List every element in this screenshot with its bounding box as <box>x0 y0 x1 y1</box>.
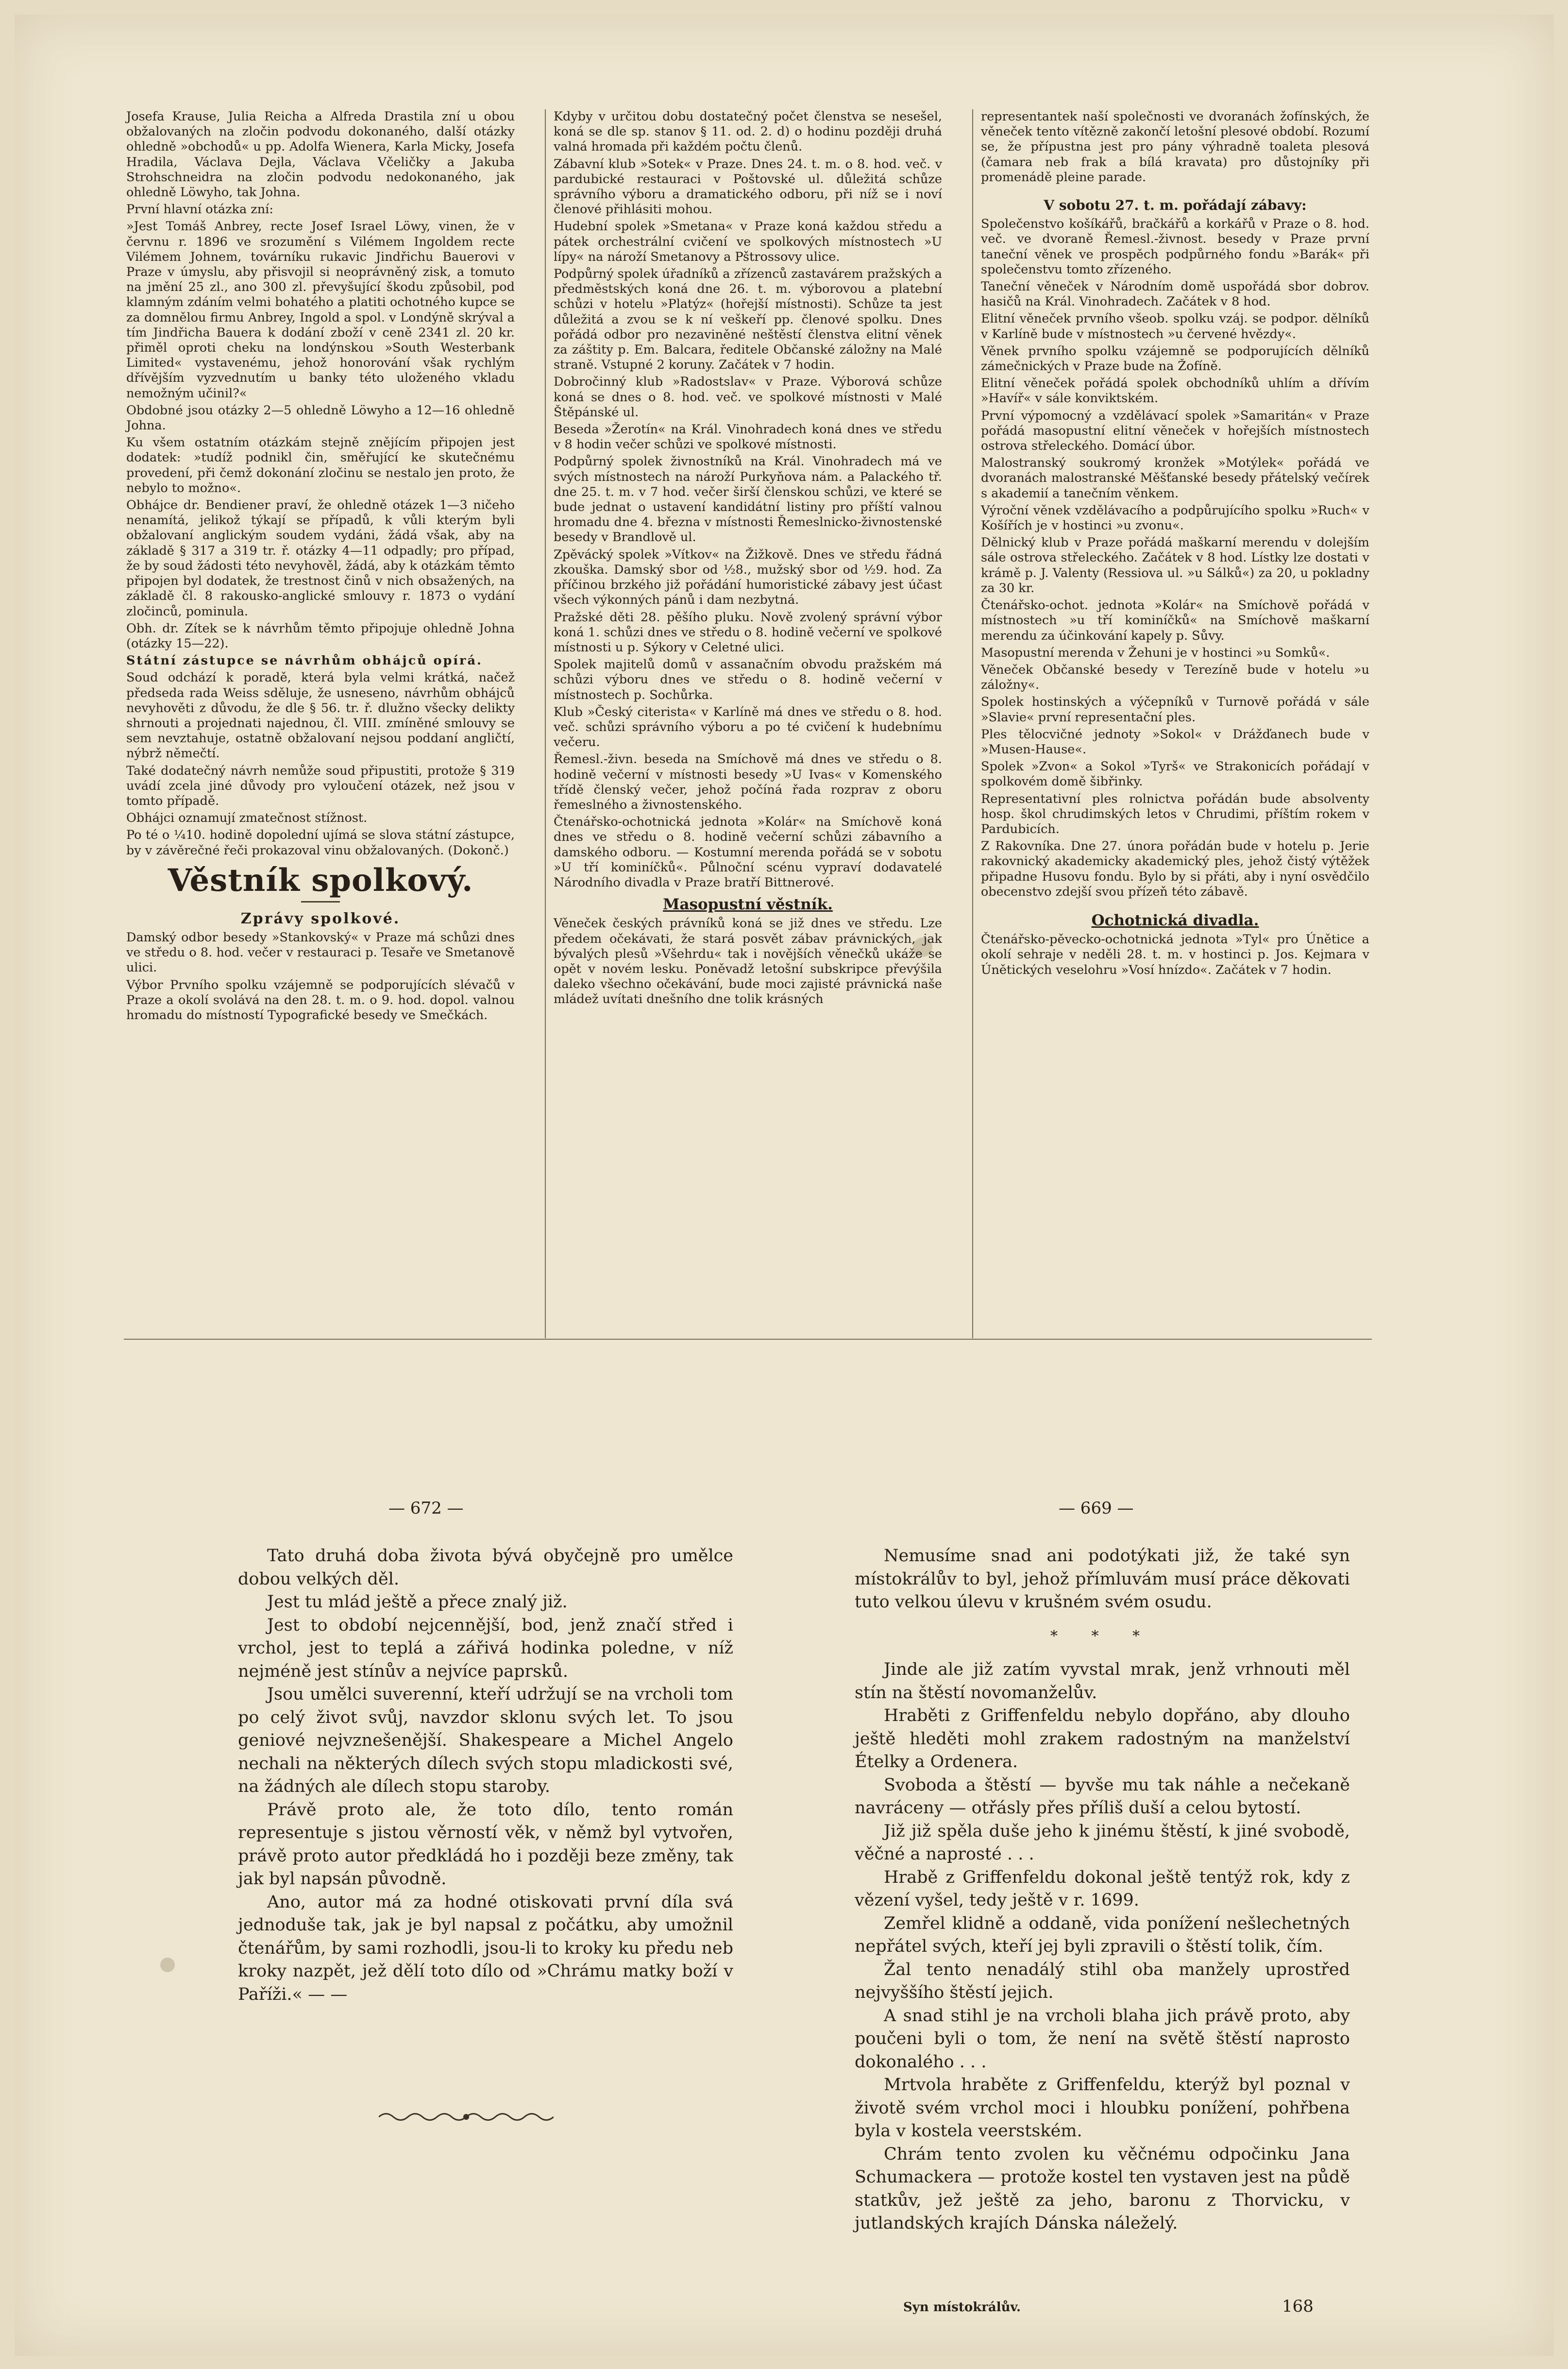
paragraph: Beseda »Žerotín« na Král. Vinohradech koná dnes ve středu v 8 hodin večer schůzi ve spolkové místnosti. <box>554 422 942 452</box>
paragraph: Masopustní merenda v Žehuni je v hostinci »u Somků«. <box>981 645 1330 660</box>
paragraph: Jest tu mlád ještě a přece znalý již. <box>267 1592 568 1612</box>
paragraph: Věnek prvního spolku vzájemně se podporujících dělníků zámečnických v Praze bude na Žofíně. <box>981 343 1369 374</box>
paragraph: Zpěvácký spolek »Vítkov« na Žižkově. Dnes ve středu řádná zkouška. Damský sbor od ½8., mužský sbor od ½9. hod. Za příčinou brzkého již pořádání humoristické zábavy jest účast všech výkonných pánů i dam nezbytná. <box>554 547 942 608</box>
paragraph: Spolek majitelů domů v assanačním obvodu pražském má schůzi výboru dnes ve středu o 8. hodině večerní v místnostech p. Sochůrka. <box>554 657 942 702</box>
section-title: Ochotnická divadla. <box>1091 911 1259 929</box>
paragraph: Soud odchází k poradě, která byla velmi krátká, načež předseda rada Weiss sděluje, že usneseno, návrhům obhájců nevyhověti z důvodu, že dle § 56. tr. ř. dlužno všecky delikty shrnouti a projednati najednou, čl. VIII. zmíněné smlouvy se sem nevztahuje, ostatně obžalovaní nejsou poddaní angličtí, nýbrž němečtí. <box>126 670 515 761</box>
section-title: Věstník spolkový. <box>168 862 473 899</box>
paragraph: Jest to období nejcennější, bod, jenž značí střed i vrchol, jest to teplá a zářivá hodinka poledne, v níž nejméně jest stínův a nejvíce paprsků. <box>238 1615 733 1681</box>
column-2 <box>554 109 942 1009</box>
paragraph: Hraběti z Griffenfeldu nebylo dopřáno, aby dlouho ještě hleděti mohl zrakem radostným na manželství Ételky a Ordenera. <box>855 1706 1350 1772</box>
paragraph: Státní zástupce se návrhům obhájců opírá. <box>126 653 483 668</box>
paragraph: Damský odbor besedy »Stankovský« v Praze má schůzi dnes ve středu o 8. hod. večer v restauraci p. Tesaře ve Smetanově ulici. <box>126 930 515 975</box>
paragraph: A snad stihl je na vrcholi blaha jich právě proto, aby poučeni byli o tom, že není na světě štěstí naprosto dokonalého . . . <box>855 2006 1350 2072</box>
saturday-heading: V sobotu 27. t. m. pořádají zábavy: <box>1044 197 1307 214</box>
column-rule <box>545 109 546 1338</box>
paragraph: Klub »Český citerista« v Karlíně má dnes ve středu o 8. hod. več. schůzi správního výboru a po té cvičení k hudebnímu večeru. <box>554 704 942 750</box>
title-dash <box>301 901 340 903</box>
paragraph: Zábavní klub »Sotek« v Praze. Dnes 24. t. m. o 8. hod. več. v pardubické restauraci v Poštovské ul. důležitá schůze správního výboru a dramatického odboru, při níž se i noví členové přihlásiti mohou. <box>554 156 942 217</box>
paragraph: Taneční věneček v Národním domě uspořádá sbor dobrov. hasičů na Král. Vinohradech. Začátek v 8 hod. <box>981 279 1369 309</box>
section-title: Masopustní věstník. <box>663 896 833 914</box>
novel-text-left <box>238 1545 733 2006</box>
paragraph: Řemesl.-živn. beseda na Smíchově má dnes ve středu o 8. hodině večerní v místnosti besedy »U Ivas« v Komenského třídě členský večer, jehož počíná řada rozprav z oboru řemeslného a živnostenského. <box>554 752 942 812</box>
column-rule <box>972 109 973 1338</box>
paragraph: Čtenářsko-pěvecko-ochotnická jednota »Tyl« pro Únětice a okolí sehraje v neděli 28. t. m. v hostinci p. Jos. Kejmara v Únětických veselohru »Vosí hnízdo«. Začátek v 7 hodin. <box>981 932 1369 977</box>
column-3 <box>981 109 1369 980</box>
paragraph: Kdyby v určitou dobu dostatečný počet členstva se nesešel, koná se dle sp. stanov § 11. od. 2. d) o hodinu později druhá valná hromada při každém počtu členů. <box>554 109 942 154</box>
paragraph: Podpůrný spolek živnostníků na Král. Vinohradech má ve svých místnostech na nároží Purkyňova nám. a Palackého tř. dne 25. t. m. v 7 hod. večer širší členskou schůzi, ve které se bude jednat o ustavení kandidátní listiny pro příští valnou hromadu dne 4. března v místnosti Řemeslnicko-živnostenské besedy v Brandlově ul. <box>554 454 942 545</box>
paragraph: Obhájci oznamují zmatečnost stížnost. <box>126 811 368 826</box>
paragraph: Také dodatečný návrh nemůže soud připustiti, protože § 319 uvádí zcela jiné důvody pro vyloučení otázek, než jsou v tomto případě. <box>126 763 515 808</box>
column-1 <box>126 109 515 1025</box>
paragraph: Jinde ale již zatím vyvstal mrak, jenž vrhnouti měl stín na štěstí novomanželův. <box>855 1660 1350 1703</box>
paragraph: Čtenářsko-ochot. jednota »Kolár« na Smíchově pořádá v místnostech »u tří kominíčků« na Smíchově maškarní merendu za účinkování kapely p. Sůvy. <box>981 598 1369 643</box>
paragraph: Výbor Prvního spolku vzájemně se podporujících slévačů v Praze a okolí svolává na den 28. t. m. o 9. hod. dopol. valnou hromadu do místností Typografické besedy ve Smečkách. <box>126 977 515 1023</box>
paragraph: Hrabě z Griffenfeldu dokonal ještě tentýž rok, kdy z vězení vyšel, tedy ještě v r. 1699. <box>855 1867 1350 1910</box>
paragraph: Tato druhá doba života bývá obyčejně pro umělce dobou velkých děl. <box>238 1546 733 1589</box>
paragraph: Chrám tento zvolen ku věčnému odpočinku Jana Schumackera — protože kostel ten vystaven jest na půdě statkův, jež ještě za jeho, baronu z Thorvicku, v jutlandských krajích Dánska náleželý. <box>855 2144 1350 2233</box>
paragraph: Po té o ¼10. hodině dopolední ujímá se slova státní zástupce, by v závěrečné řeči prokazoval vinu obžalovaných. (Dokonč.) <box>126 828 515 858</box>
paragraph: representantek naší společnosti ve dvoranách žofínských, že věneček tento vítězně zakončí letošní plesové období. Rozumí se, že přípustna jest pro pány výhradně toaleta plesová (čamara neb frak a bílá kravata) pro důstojníky při promenádě pleine parade. <box>981 109 1369 185</box>
page-number: — 669 — <box>1059 1499 1134 1518</box>
subsection-title: Zprávy spolkové. <box>240 910 401 927</box>
paragraph: Věneček Občanské besedy v Terezíně bude v hotelu »u záložny«. <box>981 662 1369 693</box>
paragraph: Dobročinný klub »Radostslav« v Praze. Výborová schůze koná se dnes o 8. hod. več. ve spolkové místnosti v Malé Štěpánské ul. <box>554 375 942 420</box>
paragraph: Podpůrný spolek úřadníků a zřízenců zastavárem pražských a předměstských koná dne 26. t. m. výborovou a platební schůzi v hotelu »Platýz« (hořejší místnosti). Schůze ta jest důležitá a zvou se k ní veškeří pp. členové spolku. Dnes pořádá odbor pro nezaviněné neštěstí členstva elitní věnek za záštity p. Em. Balcara, ředitele Občanské záložny na Malé straně. Vstupné 2 koruny. Začátek v 7 hodin. <box>554 267 942 373</box>
paragraph: Právě proto ale, že toto dílo, tento román representuje s jistou věrností věk, v němž byl vytvořen, právě proto autor předkládá ho i později beze změny, tak jak byl napsán původně. <box>238 1800 733 1889</box>
paragraph: Obhájce dr. Bendiener praví, že ohledně otázek 1—3 ničeho nenamítá, jelikož týkají se případů, k vůli kterým byli obžalovaní anglickým soudem vydáni, žádá však, aby na základě § 317 a 319 tr. ř. otázky 4—11 odpadly; pro případ, že by soud žádosti této nevyhověl, žádá, aby k otázkám těmto připojen byl dodatek, že trestnost činů v nich obsažených, na základě čl. 8 rakousko-anglické smlouvy r. 1873 o vydání zločinců, pominula. <box>126 498 515 619</box>
paragraph: Mrtvola hraběte z Griffenfeldu, kterýž byl poznal v životě svém vrchol moci i hloubku ponížení, pohřbena byla v kostela veerstském. <box>855 2075 1350 2141</box>
paragraph: Ano, autor má za hodné otiskovati první díla svá jednoduše tak, jak je byl napsal z počátku, aby umožnil čtenářům, by sami rozhodli, jsou-li to kroky ku předu neb kroky nazpět, jež dělí toto dílo od »Chrámu matky boží v Paříži.« — — <box>238 1892 733 2004</box>
footer-signature: Syn místokrálův. <box>903 2300 1021 2315</box>
paragraph: Obdobné jsou otázky 2—5 ohledně Löwyho a 12—16 ohledně Johna. <box>126 403 515 433</box>
section-ornament: * * * <box>1050 1627 1155 1645</box>
paragraph: Ples tělocvičné jednoty »Sokol« v Drážďanech bude v »Musen-Hause«. <box>981 727 1369 757</box>
paragraph: Jsou umělci suverenní, kteří udržují se na vrcholi tom po celý život svůj, navzdor sklonu svých let. To jsou geniové nejvznešenější. Shakespeare a Michel Angelo nechali na některých dílech svých stopu mladickosti své, na žádných ale dílech stopu staroby. <box>238 1685 733 1796</box>
paragraph: Svoboda a štěstí — byvše mu tak náhle a nečekaně navráceny — otřásly přes příliš duší a celou bytostí. <box>855 1775 1350 1818</box>
page-number: — 672 — <box>388 1499 464 1518</box>
paragraph: Malostranský soukromý kronžek »Motýlek« pořádá ve dvoranách malostranské Měšťanské besedy přátelský večírek s akademií a tanečním věnkem. <box>981 456 1369 501</box>
paragraph: Elitní věneček pořádá spolek obchodníků uhlím a dřívím »Havíř« v sále konviktském. <box>981 376 1369 406</box>
paragraph: Hudební spolek »Smetana« v Praze koná každou středu a pátek orchestrální cvičení ve spolkových místnostech »U lípy« na nároží Smetanovy a Pštrossovy ulice. <box>554 219 942 264</box>
paragraph: Josefa Krause, Julia Reicha a Alfreda Drastila zní u obou obžalovaných na zločin podvodu dokonaného, další otázky ohledně »obchodů« u pp. Adolfa Wienera, Karla Micky, Josefa Hradila, Václava Dejla, Václava Včeličky a Jakuba Strohschneidra na zločin podvodu nedokonaného, jak ohledně Löwyho, tak Johna. <box>126 109 515 200</box>
paragraph: Ku všem ostatním otázkám stejně znějícím připojen jest dodatek: »tudíž podnikl čin, směřující ke skutečnému provedení, při čemž dokonání zločinu se nestalo jen proto, že nebylo to možno«. <box>126 435 515 495</box>
paragraph: Již již spěla duše jeho k jinému štěstí, k jiné svobodě, věčné a naprosté . . . <box>855 1821 1350 1864</box>
paper-stain <box>160 1958 175 1972</box>
paragraph: Obh. dr. Zítek se k návrhům těmto připojuje ohledně Johna (otázky 15—22). <box>126 621 515 651</box>
sheet-number: 168 <box>1282 2297 1314 2316</box>
paragraph: Výroční věnek vzdělávacího a podpůrujícího spolku »Ruch« v Košířích je v hostinci »u zvonu«. <box>981 503 1369 533</box>
paragraph: Společenstvo košíkářů, bračkářů a korkářů v Praze o 8. hod. več. ve dvoraně Řemesl.-živnost. besedy v Praze první taneční věnek ve prospěch podpůrného fondu »Barák« při společenstvu tomto zřízeného. <box>981 217 1369 277</box>
novel-text-right <box>855 1545 1350 2235</box>
paragraph: Representativní ples rolnictva pořádán bude absolventy hosp. škol chrudimských letos v Chrudimi, příštím rokem v Pardubicích. <box>981 791 1369 836</box>
paragraph: První hlavní otázka zní: <box>126 202 273 217</box>
paragraph: Pražské děti 28. pěšího pluku. Nově zvolený správní výbor koná 1. schůzi dnes ve středu o 8. hodině večerní ve spolkové místnosti u p. Sýkory v Celetné ulici. <box>554 610 942 655</box>
paragraph: První výpomocný a vzdělávací spolek »Samaritán« v Praze pořádá masopustní elitní věneček v hořejších místnostech ostrova střeleckého. Domácí úbor. <box>981 408 1369 454</box>
ornament-divider <box>379 2111 554 2123</box>
paragraph: »Jest Tomáš Anbrey, recte Josef Israel Löwy, vinen, že v červnu r. 1896 ve srozumění s Vilémem Ingoldem recte Vilémem Johnem, továrníku rukavic Jindřichu Bauerovi v Praze v úmyslu, aby přisvojil si neoprávněný zisk, a tomuto na jmění 25 zl., ano 300 zl. převyšující škodu způsobil, pod klamným zdáním velmi bohatého a platiti ochotného kupce se za domnělou firmu Anbrey, Ingold a spol. v Londýně skrýval a tím Jindřicha Bauera k dodání zboží v ceně 2341 zl. 20 kr. přiměl oproti cheku na londýnskou »South Westerbank Limited« vystavenému, jehož honorování však rychlým dřívějším vyzvednutím u banky této uloženého vkladu nemožným učinil?« <box>126 219 515 401</box>
paragraph: Spolek hostinských a výčepníků v Turnově pořádá v sále »Slavie« první representační ples. <box>981 695 1369 725</box>
paragraph: Nemusíme snad ani podotýkati již, že také syn místokrálův to byl, jehož přímluvám musí práce děkovati tuto velkou úlevu v krušném svém osudu. <box>855 1546 1350 1612</box>
paragraph: Věneček českých právníků koná se již dnes ve středu. Lze předem očekávati, že stará posvět zábav právnických, jak bývalých plesů »Všehrdu« tak i novějších věnečků ukáže se opět v novém lesku. Poněvadž letošní subskripce převýšila daleko všechno očekávání, bude moci zajisté právnická naše mládež uvítati dnešního dne tolik krásných <box>554 916 942 1007</box>
paragraph: Spolek »Zvon« a Sokol »Tyrš« ve Strakonicích pořádají v spolkovém domě šibřinky. <box>981 759 1369 789</box>
paragraph: Z Rakovníka. Dne 27. února pořádán bude v hotelu p. Jerie rakovnický akademicky akademický ples, jehož čistý výtěžek připadne Husovu fondu. Bylo by si přáti, aby i nyní osvědčilo obecenstvo zdejší svou přízeň této zábavě. <box>981 839 1369 899</box>
paragraph: Čtenářsko-ochotnická jednota »Kolár« na Smíchově koná dnes ve středu o 8. hodině večerní schůzi zábavního a damského odboru. — Kostumní merenda pořádá se v sobotu »U tří kominíčků«. Půlnoční scénu vypraví dodavatelé Národního divadla v Praze bratří Bittnerové. <box>554 815 942 890</box>
paragraph: Dělnický klub v Praze pořádá maškarní merendu v dolejším sále ostrova střeleckého. Začátek v 8 hod. Lístky lze dostati v krámě p. J. Valenty (Ressiova ul. »u Sálků«) za 20, u pokladny za 30 kr. <box>981 535 1369 596</box>
paragraph: Žal tento nenadálý stihl oba manžely uprostřed nejvyššího štěstí jejich. <box>855 1960 1350 2002</box>
paragraph: Zemřel klidně a oddaně, vida ponížení nešlechetných nepřátel svých, kteří jej byli zpravili o štěstí tolik, čím. <box>855 1913 1350 1956</box>
bottom-rule <box>124 1339 1372 1340</box>
paragraph: Elitní věneček prvního všeob. spolku vzáj. se podpor. dělníků v Karlíně bude v místnostech »u červené hvězdy«. <box>981 311 1369 341</box>
